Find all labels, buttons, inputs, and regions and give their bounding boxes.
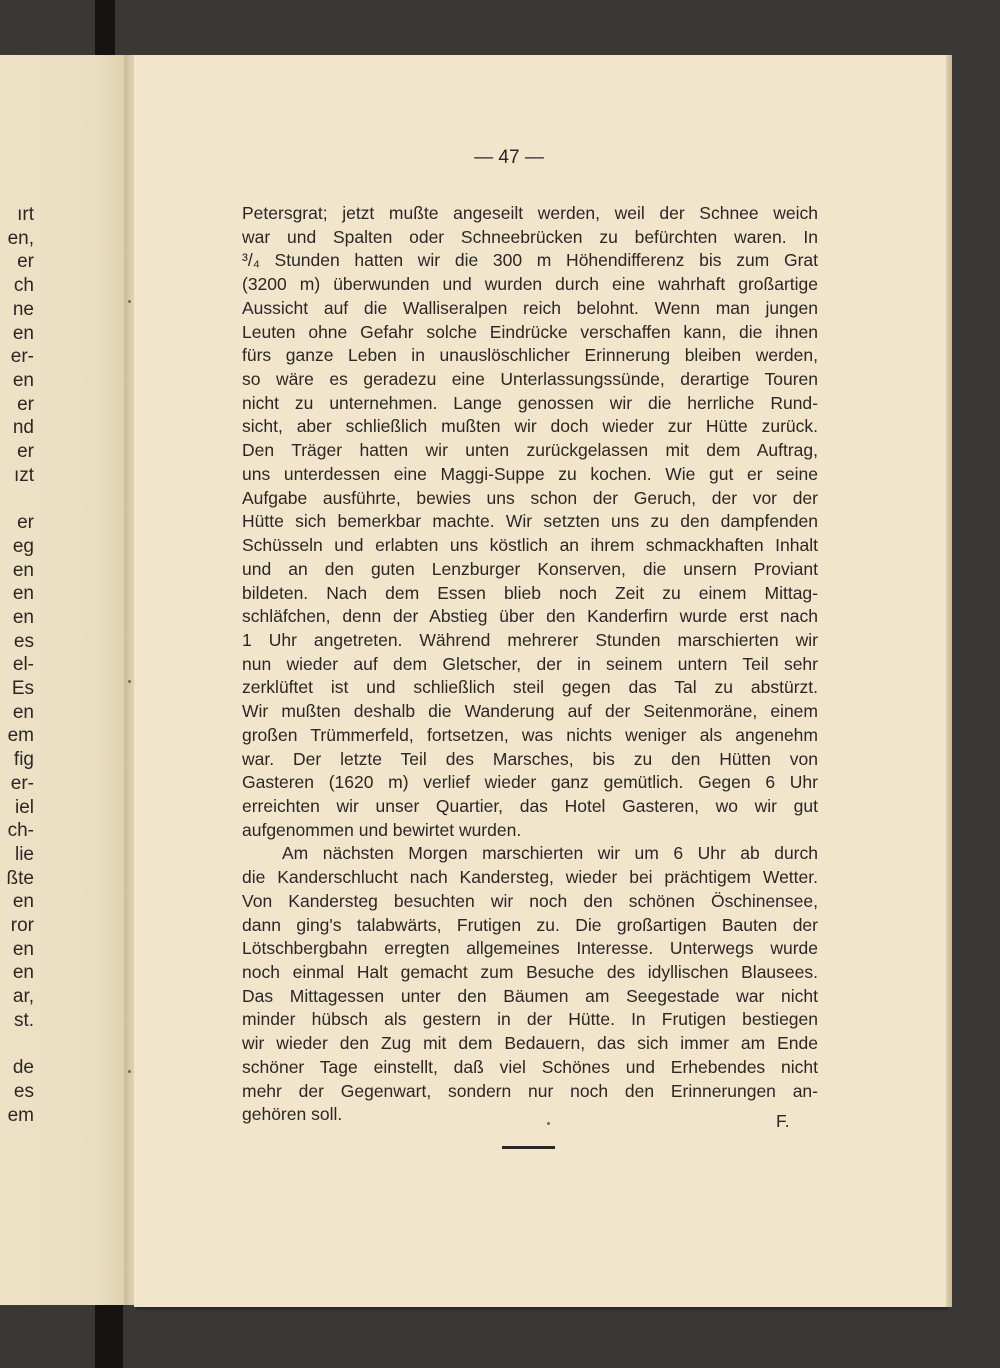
- text-line: bildeten. Nach dem Essen blieb noch Zeit zu einem Mittag-: [242, 582, 818, 603]
- text-line: so wäre es geradezu eine Unterlassungssünde, derartige Touren: [242, 369, 818, 390]
- left-page-fragment: de: [12, 1057, 34, 1079]
- text-line: erreichten wir unser Quartier, das Hotel Gasteren, wo wir gut: [242, 796, 818, 816]
- left-page-fragment: es: [13, 630, 34, 652]
- left-page-fragment: ch-: [7, 820, 34, 842]
- paper-speck: [547, 1122, 550, 1125]
- left-page-fragment: en: [12, 701, 34, 723]
- left-page-fragment: ne: [12, 298, 34, 320]
- text-line: fürs ganze Leben in unauslöschlicher Erinnerung bleiben werden,: [242, 345, 818, 366]
- text-line: und an den guten Lenzburger Konserven, die unsern Proviant: [242, 558, 818, 579]
- text-line: 1 Uhr angetreten. Während mehrerer Stunden marschierten wir: [242, 629, 818, 650]
- left-page-fragment: eg: [12, 535, 34, 557]
- left-page-fragment: lie: [14, 843, 34, 865]
- text-line: Das Mittagessen unter den Bäumen am Seegestade war nicht: [242, 985, 818, 1006]
- text-line: Den Träger hatten wir unten zurückgelassen mit dem Auftrag,: [242, 440, 818, 461]
- text-line: uns unterdessen eine Maggi-Suppe zu kochen. Wie gut er seine: [242, 463, 818, 484]
- paper-speck: [128, 300, 131, 303]
- left-page-fragment: er-: [10, 346, 34, 368]
- text-line: Leuten ohne Gefahr solche Eindrücke verschaffen kann, die ihnen: [242, 321, 818, 342]
- left-page-fragment: er: [17, 251, 34, 273]
- text-line: ³/₄ Stunden hatten wir die 300 m Höhendifferenz bis zum Grat: [242, 250, 818, 271]
- left-page-fragment: ar,: [12, 986, 34, 1008]
- author-signature: F.: [776, 1111, 790, 1131]
- text-line: dann ging's talabwärts, Frutigen zu. Die großartigen Bauten der: [242, 914, 818, 935]
- text-line: sicht, aber schließlich mußten wir doch wieder zur Hütte zurück.: [242, 416, 818, 437]
- left-page-fragment: Es: [11, 678, 34, 699]
- left-page-fragment: en: [12, 962, 34, 984]
- text-line: Wir mußten deshalb die Wanderung auf der Seitenmoräne, einem: [242, 701, 818, 722]
- text-line: Gasteren (1620 m) verlief wieder ganz gemütlich. Gegen 6 Uhr: [242, 772, 818, 793]
- left-page-fragment: iel: [14, 796, 34, 818]
- left-page-fragment: en: [12, 938, 34, 960]
- text-line: aufgenommen und bewirtet wurden.: [242, 819, 522, 840]
- left-page-fragment: er: [17, 393, 34, 415]
- left-page-fragment: em: [7, 1104, 34, 1126]
- text-line: schläfchen, denn der Abstieg über den Kanderfirn wurde erst nach: [242, 606, 818, 627]
- left-page-fragment: ror: [10, 915, 34, 936]
- text-line: großen Trümmerfeld, fortsetzen, was nichts weniger als angenehm: [242, 724, 818, 745]
- text-line: Von Kandersteg besuchten wir noch den schönen Öschinensee,: [242, 890, 818, 911]
- left-page: [0, 55, 132, 1305]
- left-page-fragment: er: [17, 441, 34, 462]
- text-line: Am nächsten Morgen marschierten wir um 6 Uhr ab durch: [282, 843, 818, 864]
- text-line: Aufgabe ausführte, bewies uns schon der Geruch, der vor der: [242, 487, 818, 508]
- left-page-fragment: es: [13, 1080, 34, 1102]
- text-line: zerklüftet ist und schließlich steil gegen das Tal zu abstürzt.: [242, 677, 818, 698]
- left-page-fragment: en: [12, 583, 34, 605]
- text-line: Hütte sich bemerkbar machte. Wir setzten uns zu den dampfenden: [242, 511, 818, 532]
- text-line: nicht zu unternehmen. Lange genossen wir die herrliche Rund-: [242, 392, 818, 413]
- book-binding: [95, 1305, 123, 1368]
- text-line: Lötschbergbahn erregten allgemeines Interesse. Unterwegs wurde: [242, 938, 818, 959]
- left-page-fragment: el-: [12, 654, 34, 676]
- text-line: noch einmal Halt gemacht zum Besuche des idyllischen Blausees.: [242, 962, 818, 983]
- left-page-fragment: en: [12, 322, 34, 344]
- left-page-fragment: en,: [7, 227, 34, 249]
- page-edge: [946, 55, 952, 1307]
- left-page-fragment: en: [12, 559, 34, 581]
- left-page-fragment: er: [17, 512, 34, 534]
- left-page-fragment: ızt: [13, 464, 34, 486]
- left-page-fragment: em: [7, 725, 34, 747]
- book-binding: [95, 0, 115, 60]
- left-page-fragment: ßte: [6, 867, 34, 889]
- left-page-fragment: ırt: [17, 204, 34, 225]
- left-page-fragment: fig: [13, 749, 34, 771]
- text-line: Petersgrat; jetzt mußte angeseilt werden, weil der Schnee weich: [242, 203, 818, 223]
- left-page-fragment: en: [12, 891, 34, 913]
- text-line: (3200 m) überwunden und wurden durch eine wahrhaft großartige: [242, 274, 818, 295]
- text-line: war und Spalten oder Schneebrücken zu befürchten waren. In: [242, 226, 818, 247]
- text-line: schöner Tage einstellt, daß viel Schönes und Erhebendes nicht: [242, 1056, 818, 1077]
- left-page-fragment: nd: [12, 417, 34, 439]
- text-line: gehören soll.: [242, 1104, 343, 1125]
- text-line: war. Der letzte Teil des Marsches, bis zu den Hütten von: [242, 748, 818, 769]
- end-rule: [502, 1146, 555, 1149]
- text-line: wir wieder den Zug mit dem Bedauern, das sich immer am Ende: [242, 1033, 818, 1054]
- text-line: die Kanderschlucht nach Kandersteg, wieder bei prächtigem Wetter.: [242, 867, 818, 888]
- left-page-fragment: en: [12, 606, 34, 628]
- left-page-fragment: er-: [10, 772, 34, 794]
- left-page-fragment: ch: [13, 275, 34, 297]
- text-line: nun wieder auf dem Gletscher, der in seinem untern Teil sehr: [242, 653, 818, 674]
- left-page-fragment: en: [12, 369, 34, 391]
- text-line: Aussicht auf die Walliseralpen reich belohnt. Wenn man jungen: [242, 297, 818, 318]
- text-line: Schüsseln und erlabten uns köstlich an ihrem schmackhaften Inhalt: [242, 535, 818, 556]
- paper-speck: [128, 680, 131, 683]
- paper-speck: [128, 1070, 131, 1073]
- text-line: minder hübsch als gestern in der Hütte. In Frutigen bestiegen: [242, 1009, 818, 1030]
- left-page-fragment: st.: [13, 1009, 34, 1031]
- text-line: mehr der Gegenwart, sondern nur noch den Erinnerungen an-: [242, 1080, 818, 1101]
- page-number: — 47 —: [474, 147, 544, 168]
